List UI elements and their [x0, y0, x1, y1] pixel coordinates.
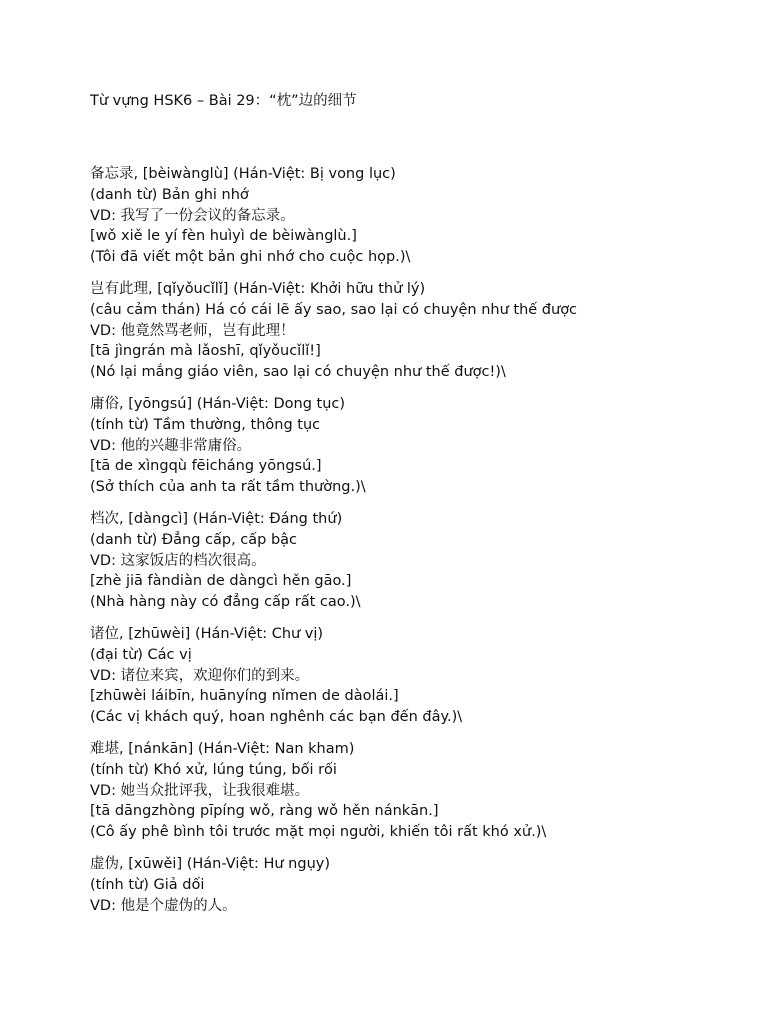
- entry-example: VD: 他的兴趣非常庸俗。: [90, 437, 252, 454]
- entry-example-pinyin: [zhè jiā fàndiàn de dàngcì hěn gāo.]: [90, 573, 352, 590]
- vocab-entry: [90, 854, 750, 916]
- entry-definition: (đại từ) Các vị: [90, 646, 192, 663]
- entry-example-pinyin: [zhūwèi láibīn, huānyíng nǐmen de dàolái.]: [90, 688, 399, 705]
- entry-headword: 难堪, [nánkān] (Hán-Việt: Nan kham): [90, 740, 355, 757]
- entry-example-translation: (Sở thích của anh ta rất tầm thường.)\: [90, 479, 366, 496]
- entry-example-pinyin: [tā dāngzhòng pīpíng wǒ, ràng wǒ hěn nánkān.]: [90, 803, 439, 820]
- vocab-entry: [90, 279, 750, 383]
- vocabulary-list: [90, 164, 750, 916]
- entry-headword: 档次, [dàngcì] (Hán-Việt: Đáng thứ): [90, 510, 343, 527]
- entry-definition: (tính từ) Giả dối: [90, 876, 205, 893]
- vocab-entry: [90, 739, 750, 843]
- entry-example: VD: 这家饭店的档次很高。: [90, 552, 266, 569]
- entry-headword: 诸位, [zhūwèi] (Hán-Việt: Chư vị): [90, 625, 324, 642]
- document-title: Từ vựng HSK6 – Bài 29：“枕”边的细节: [90, 93, 357, 109]
- entry-example: VD: 诸位来宾，欢迎你们的到来。: [90, 667, 310, 684]
- entry-example: VD: 他是个虚伪的人。: [90, 897, 237, 914]
- entry-headword: 岂有此理, [qǐyǒucǐlǐ] (Hán-Việt: Khởi hữu thử lý): [90, 280, 426, 297]
- vocab-entry: [90, 394, 750, 498]
- entry-definition: (danh từ) Bản ghi nhớ: [90, 186, 249, 203]
- entry-headword: 庸俗, [yōngsú] (Hán-Việt: Dong tục): [90, 395, 346, 412]
- entry-headword: 虚伪, [xūwěi] (Hán-Việt: Hư ngụy): [90, 855, 330, 872]
- vocab-entry: [90, 509, 750, 613]
- entry-definition: (tính từ) Tầm thường, thông tục: [90, 416, 321, 433]
- entry-definition: (câu cảm thán) Há có cái lẽ ấy sao, sao lại có chuyện như thế được: [90, 301, 578, 318]
- vocab-entry: [90, 164, 750, 268]
- entry-definition: (danh từ) Đẳng cấp, cấp bậc: [90, 531, 298, 548]
- entry-example: VD: 我写了一份会议的备忘录。: [90, 207, 295, 224]
- vocab-entry: [90, 624, 750, 728]
- entry-example-translation: (Tôi đã viết một bản ghi nhớ cho cuộc họp.)\: [90, 249, 411, 266]
- document-page: [90, 91, 750, 927]
- entry-example-translation: (Nó lại mắng giáo viên, sao lại có chuyện như thế được!)\: [90, 364, 506, 381]
- entry-example-translation: (Cô ấy phê bình tôi trước mặt mọi người, khiến tôi rất khó xử.)\: [90, 824, 547, 841]
- entry-example-pinyin: [wǒ xiě le yí fèn huìyì de bèiwànglù.]: [90, 228, 357, 245]
- entry-example-translation: (Nhà hàng này có đẳng cấp rất cao.)\: [90, 594, 361, 611]
- entry-example-pinyin: [tā de xìngqù fēicháng yōngsú.]: [90, 458, 322, 475]
- entry-example: VD: 他竟然骂老师，岂有此理！: [90, 322, 295, 339]
- entry-example-pinyin: [tā jìngrán mà lǎoshī, qǐyǒucǐlǐ!]: [90, 343, 321, 360]
- entry-example: VD: 她当众批评我，让我很难堪。: [90, 782, 310, 799]
- entry-example-translation: (Các vị khách quý, hoan nghênh các bạn đến đây.)\: [90, 709, 463, 726]
- entry-headword: 备忘录, [bèiwànglù] (Hán-Việt: Bị vong lục): [90, 166, 396, 182]
- entry-definition: (tính từ) Khó xử, lúng túng, bối rối: [90, 761, 337, 778]
